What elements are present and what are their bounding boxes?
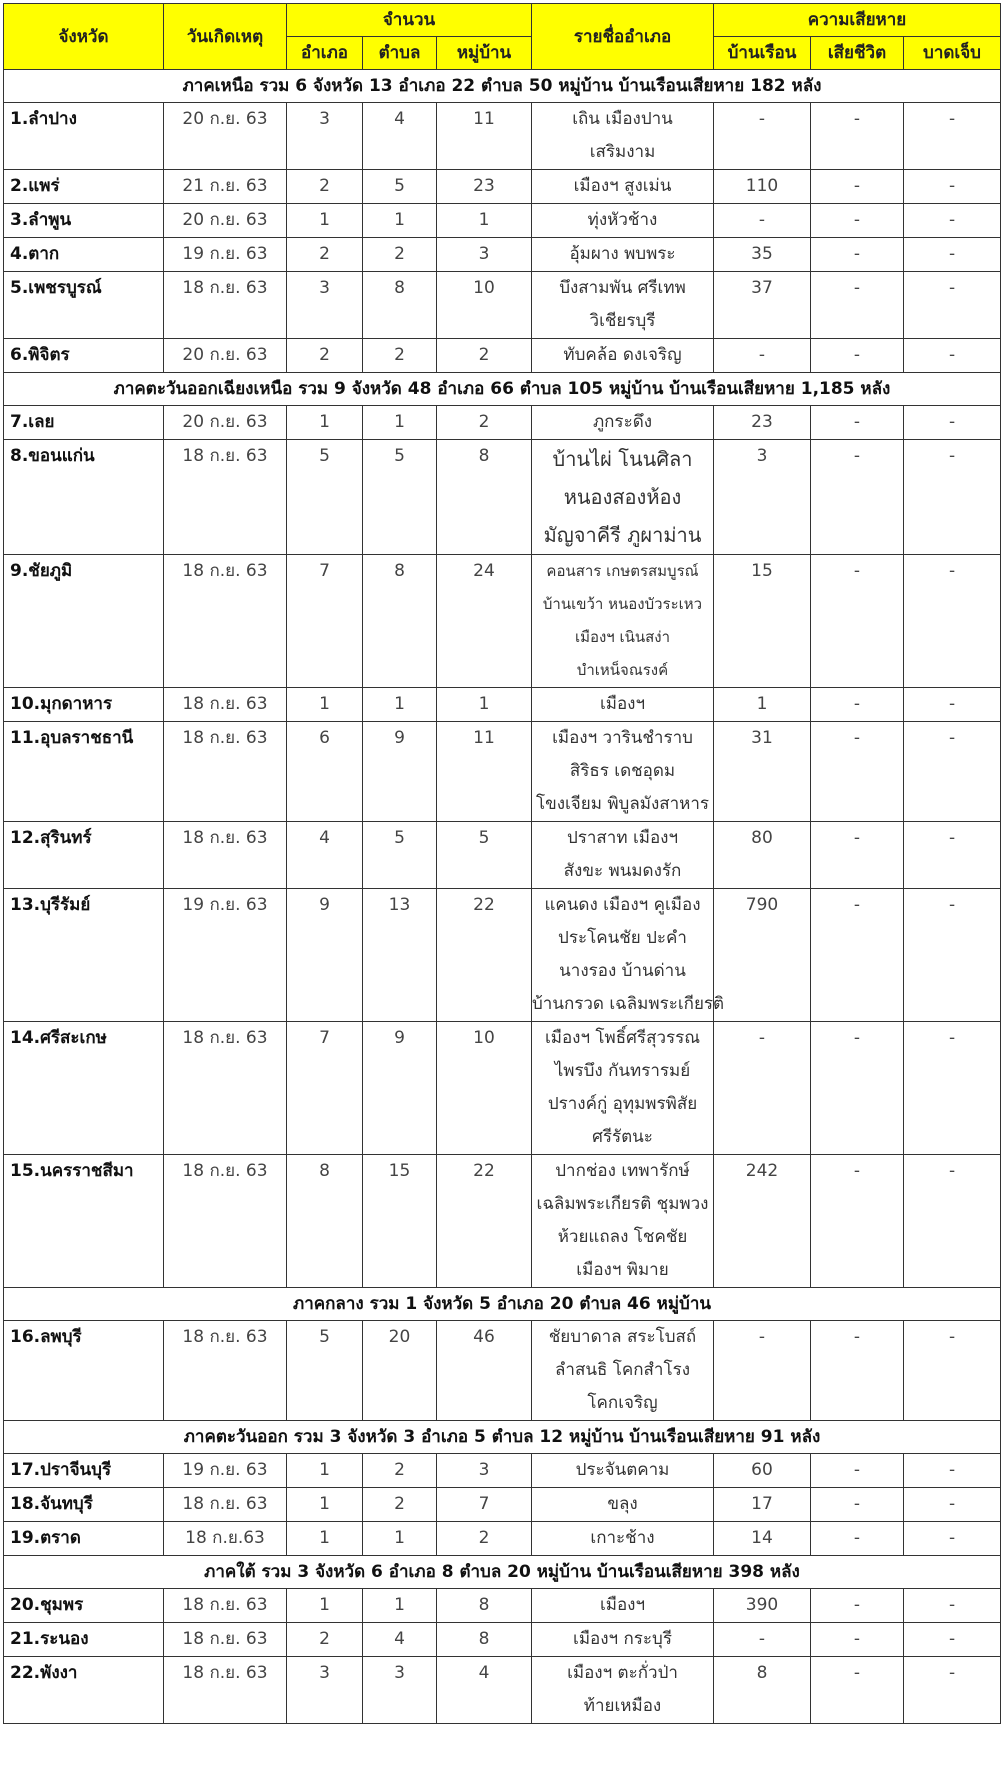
date-cell: 18 ก.ย. 63 (164, 272, 287, 339)
district-name-line: ขลุง (607, 1494, 638, 1514)
district-names-cell (532, 103, 714, 170)
injured-cell: - (904, 555, 1001, 688)
district-count-cell: 1 (287, 1589, 363, 1623)
flood-report-table (3, 3, 1001, 1724)
subdistrict-count-cell: 1 (363, 406, 437, 440)
houses-cell: 37 (714, 272, 811, 339)
district-name-line: เมืองฯ สูงเม่น (573, 176, 672, 196)
village-count-cell: 11 (437, 722, 532, 822)
subdistrict-count-cell: 15 (363, 1155, 437, 1288)
subdistrict-count-cell: 1 (363, 204, 437, 238)
table-row (4, 1623, 1001, 1657)
date-cell: 18 ก.ย. 63 (164, 1022, 287, 1155)
district-names-cell (532, 1321, 714, 1421)
deaths-cell: - (811, 555, 904, 688)
district-names-cell (532, 1522, 714, 1556)
village-count-cell: 8 (437, 1589, 532, 1623)
houses-cell: - (714, 339, 811, 373)
table-header (4, 4, 1001, 70)
date-cell: 18 ก.ย. 63 (164, 1623, 287, 1657)
deaths-cell: - (811, 1657, 904, 1724)
district-name-line: โขงเจียม พิบูลมังสาหาร (535, 794, 710, 814)
table-row (4, 1589, 1001, 1623)
table-row (4, 170, 1001, 204)
deaths-cell: - (811, 1623, 904, 1657)
header-damage: ความเสียหาย (714, 4, 1001, 37)
deaths-cell: - (811, 103, 904, 170)
district-count-cell: 2 (287, 1623, 363, 1657)
district-name-line: บ้านไผ่ โนนศิลา (552, 447, 693, 471)
region-row (4, 1556, 1001, 1589)
subdistrict-count-cell: 20 (363, 1321, 437, 1421)
injured-cell: - (904, 1022, 1001, 1155)
district-count-cell: 3 (287, 272, 363, 339)
district-count-cell: 1 (287, 1522, 363, 1556)
injured-cell: - (904, 103, 1001, 170)
district-name-line: มัญจาคีรี ภูผาม่าน (543, 523, 702, 547)
subdistrict-count-cell: 4 (363, 103, 437, 170)
district-names-cell (532, 440, 714, 555)
deaths-cell: - (811, 1589, 904, 1623)
province-cell: 18.จันทบุรี (4, 1488, 164, 1522)
header-date: วันเกิดเหตุ (164, 4, 287, 70)
date-cell: 20 ก.ย. 63 (164, 204, 287, 238)
injured-cell: - (904, 170, 1001, 204)
deaths-cell: - (811, 722, 904, 822)
deaths-cell: - (811, 238, 904, 272)
subdistrict-count-cell: 2 (363, 238, 437, 272)
district-name-line: คอนสาร เกษตรสมบูรณ์ (546, 562, 699, 580)
injured-cell: - (904, 406, 1001, 440)
province-cell: 10.มุกดาหาร (4, 688, 164, 722)
region-row (4, 373, 1001, 406)
table-row (4, 1454, 1001, 1488)
district-count-cell: 1 (287, 1454, 363, 1488)
district-names-cell (532, 204, 714, 238)
district-count-cell: 4 (287, 822, 363, 889)
region-row (4, 70, 1001, 103)
deaths-cell: - (811, 440, 904, 555)
header-district-names: รายชื่ออำเภอ (532, 4, 714, 70)
district-name-line: สังขะ พนมดงรัก (563, 861, 682, 881)
district-name-line: ทับคล้อ ดงเจริญ (563, 345, 682, 365)
injured-cell: - (904, 440, 1001, 555)
district-name-line: วิเชียรบุรี (589, 311, 656, 331)
injured-cell: - (904, 272, 1001, 339)
village-count-cell: 3 (437, 238, 532, 272)
header-injured: บาดเจ็บ (904, 37, 1001, 70)
district-name-line: บ้านกรวด เฉลิมพระเกียรติ (532, 994, 725, 1014)
district-names-cell (532, 406, 714, 440)
district-name-line: เมืองฯ (599, 694, 646, 714)
subdistrict-count-cell: 9 (363, 722, 437, 822)
injured-cell: - (904, 889, 1001, 1022)
deaths-cell: - (811, 272, 904, 339)
table-row (4, 722, 1001, 822)
village-count-cell: 1 (437, 204, 532, 238)
province-cell: 16.ลพบุรี (4, 1321, 164, 1421)
district-name-line: ประโคนชัย ปะคำ (558, 928, 687, 948)
date-cell: 18 ก.ย.63 (164, 1522, 287, 1556)
table-row (4, 103, 1001, 170)
village-count-cell: 2 (437, 406, 532, 440)
flood-report-table-container (3, 3, 1000, 1724)
date-cell: 18 ก.ย. 63 (164, 1589, 287, 1623)
houses-cell: 31 (714, 722, 811, 822)
district-names-cell (532, 238, 714, 272)
region-summary: ภาคตะวันออกเฉียงเหนือ รวม 9 จังหวัด 48 อำเภอ 66 ตำบล 105 หมู่บ้าน บ้านเรือนเสียหาย 1,185 หลัง (4, 373, 1001, 406)
header-subdistrict: ตำบล (363, 37, 437, 70)
district-names-cell (532, 1589, 714, 1623)
houses-cell: 242 (714, 1155, 811, 1288)
district-count-cell: 3 (287, 1657, 363, 1724)
village-count-cell: 8 (437, 1623, 532, 1657)
district-name-line: เมืองฯ เนินสง่า (574, 628, 671, 646)
village-count-cell: 5 (437, 822, 532, 889)
district-name-line: บำเหน็จณรงค์ (576, 661, 669, 679)
houses-cell: 3 (714, 440, 811, 555)
injured-cell: - (904, 204, 1001, 238)
header-deaths: เสียชีวิต (811, 37, 904, 70)
date-cell: 18 ก.ย. 63 (164, 822, 287, 889)
houses-cell: 35 (714, 238, 811, 272)
deaths-cell: - (811, 339, 904, 373)
province-cell: 7.เลย (4, 406, 164, 440)
subdistrict-count-cell: 1 (363, 1589, 437, 1623)
province-cell: 15.นครราชสีมา (4, 1155, 164, 1288)
houses-cell: 1 (714, 688, 811, 722)
district-name-line: เฉลิมพระเกียรติ ชุมพวง (536, 1194, 709, 1214)
subdistrict-count-cell: 13 (363, 889, 437, 1022)
district-name-line: เมืองฯ ตะกั่วป่า (567, 1663, 678, 1683)
region-summary: ภาคตะวันออก รวม 3 จังหวัด 3 อำเภอ 5 ตำบล 12 หมู่บ้าน บ้านเรือนเสียหาย 91 หลัง (4, 1421, 1001, 1454)
date-cell: 19 ก.ย. 63 (164, 238, 287, 272)
injured-cell: - (904, 339, 1001, 373)
village-count-cell: 2 (437, 339, 532, 373)
district-count-cell: 2 (287, 170, 363, 204)
injured-cell: - (904, 1488, 1001, 1522)
province-cell: 5.เพชรบูรณ์ (4, 272, 164, 339)
table-row (4, 1488, 1001, 1522)
district-name-line: โคกเจริญ (587, 1393, 658, 1413)
deaths-cell: - (811, 1155, 904, 1288)
injured-cell: - (904, 1454, 1001, 1488)
injured-cell: - (904, 1623, 1001, 1657)
village-count-cell: 22 (437, 889, 532, 1022)
subdistrict-count-cell: 8 (363, 272, 437, 339)
district-name-line: ประจันตคาม (575, 1460, 670, 1480)
table-row (4, 889, 1001, 1022)
district-names-cell (532, 1022, 714, 1155)
table-row (4, 1155, 1001, 1288)
district-name-line: บ้านเขว้า หนองบัวระเหว (542, 595, 703, 613)
district-names-cell (532, 1488, 714, 1522)
table-row (4, 1657, 1001, 1724)
deaths-cell: - (811, 1022, 904, 1155)
deaths-cell: - (811, 688, 904, 722)
injured-cell: - (904, 1155, 1001, 1288)
table-row (4, 339, 1001, 373)
subdistrict-count-cell: 1 (363, 688, 437, 722)
houses-cell: - (714, 1022, 811, 1155)
subdistrict-count-cell: 9 (363, 1022, 437, 1155)
district-names-cell (532, 1155, 714, 1288)
header-houses: บ้านเรือน (714, 37, 811, 70)
subdistrict-count-cell: 5 (363, 822, 437, 889)
header-count: จำนวน (287, 4, 532, 37)
village-count-cell: 8 (437, 440, 532, 555)
table-row (4, 555, 1001, 688)
district-name-line: ทุ่งหัวช้าง (587, 210, 658, 230)
district-name-line: ปรางค์กู่ อุทุมพรพิสัย (547, 1094, 698, 1114)
header-district: อำเภอ (287, 37, 363, 70)
district-count-cell: 2 (287, 339, 363, 373)
district-name-line: ภูกระดึง (592, 412, 653, 432)
district-name-line: เสริมงาม (589, 142, 656, 162)
injured-cell: - (904, 1589, 1001, 1623)
district-count-cell: 9 (287, 889, 363, 1022)
date-cell: 18 ก.ย. 63 (164, 1321, 287, 1421)
date-cell: 19 ก.ย. 63 (164, 889, 287, 1022)
subdistrict-count-cell: 1 (363, 1522, 437, 1556)
date-cell: 18 ก.ย. 63 (164, 440, 287, 555)
village-count-cell: 1 (437, 688, 532, 722)
district-name-line: เมืองฯ กระบุรี (573, 1629, 672, 1649)
district-count-cell: 5 (287, 1321, 363, 1421)
province-cell: 17.ปราจีนบุรี (4, 1454, 164, 1488)
district-names-cell (532, 1623, 714, 1657)
table-row (4, 688, 1001, 722)
date-cell: 18 ก.ย. 63 (164, 555, 287, 688)
district-name-line: ปราสาท เมืองฯ (566, 828, 679, 848)
houses-cell: 14 (714, 1522, 811, 1556)
deaths-cell: - (811, 889, 904, 1022)
province-cell: 14.ศรีสะเกษ (4, 1022, 164, 1155)
houses-cell: 15 (714, 555, 811, 688)
injured-cell: - (904, 822, 1001, 889)
village-count-cell: 10 (437, 272, 532, 339)
district-count-cell: 2 (287, 238, 363, 272)
injured-cell: - (904, 722, 1001, 822)
region-summary: ภาคกลาง รวม 1 จังหวัด 5 อำเภอ 20 ตำบล 46 หมู่บ้าน (4, 1288, 1001, 1321)
district-name-line: อุ้มผาง พบพระ (569, 244, 676, 264)
deaths-cell: - (811, 406, 904, 440)
district-names-cell (532, 688, 714, 722)
subdistrict-count-cell: 4 (363, 1623, 437, 1657)
houses-cell: 110 (714, 170, 811, 204)
region-row (4, 1288, 1001, 1321)
district-names-cell (532, 722, 714, 822)
province-cell: 11.อุบลราชธานี (4, 722, 164, 822)
table-row (4, 238, 1001, 272)
houses-cell: 23 (714, 406, 811, 440)
table-row (4, 1321, 1001, 1421)
village-count-cell: 23 (437, 170, 532, 204)
province-cell: 9.ชัยภูมิ (4, 555, 164, 688)
district-name-line: สิริธร เดชอุดม (569, 761, 676, 781)
district-count-cell: 7 (287, 1022, 363, 1155)
injured-cell: - (904, 1321, 1001, 1421)
district-name-line: เมืองฯ โพธิ์ศรีสุวรรณ (544, 1028, 701, 1048)
district-name-line: ศรีรัตนะ (592, 1127, 653, 1147)
district-name-line: เมืองฯ พิมาย (576, 1260, 669, 1280)
province-cell: 19.ตราด (4, 1522, 164, 1556)
province-cell: 8.ขอนแก่น (4, 440, 164, 555)
date-cell: 18 ก.ย. 63 (164, 1488, 287, 1522)
date-cell: 19 ก.ย. 63 (164, 1454, 287, 1488)
district-names-cell (532, 889, 725, 1022)
deaths-cell: - (811, 1488, 904, 1522)
deaths-cell: - (811, 1321, 904, 1421)
date-cell: 18 ก.ย. 63 (164, 1657, 287, 1724)
deaths-cell: - (811, 1522, 904, 1556)
table-row (4, 1022, 1001, 1155)
subdistrict-count-cell: 3 (363, 1657, 437, 1724)
district-name-line: ห้วยแถลง โชคชัย (557, 1227, 688, 1247)
houses-cell: 8 (714, 1657, 811, 1724)
district-name-line: ลำสนธิ โคกสำโรง (554, 1360, 691, 1380)
table-row (4, 822, 1001, 889)
province-cell: 20.ชุมพร (4, 1589, 164, 1623)
table-row (4, 440, 1001, 555)
table-body (4, 70, 1001, 1724)
deaths-cell: - (811, 170, 904, 204)
district-count-cell: 1 (287, 1488, 363, 1522)
district-name-line: เมืองฯ วารินชำราบ (552, 728, 693, 748)
village-count-cell: 11 (437, 103, 532, 170)
houses-cell: - (714, 204, 811, 238)
houses-cell: 60 (714, 1454, 811, 1488)
table-row (4, 406, 1001, 440)
houses-cell: - (714, 103, 811, 170)
subdistrict-count-cell: 2 (363, 1454, 437, 1488)
subdistrict-count-cell: 2 (363, 339, 437, 373)
district-name-line: ชัยบาดาล สระโบสถ์ (548, 1327, 697, 1347)
district-count-cell: 7 (287, 555, 363, 688)
district-name-line: ท้ายเหมือง (583, 1696, 662, 1716)
district-name-line: เมืองฯ (599, 1595, 646, 1615)
province-cell: 4.ตาก (4, 238, 164, 272)
district-count-cell: 5 (287, 440, 363, 555)
houses-cell: 17 (714, 1488, 811, 1522)
village-count-cell: 10 (437, 1022, 532, 1155)
village-count-cell: 24 (437, 555, 532, 688)
injured-cell: - (904, 1657, 1001, 1724)
header-province: จังหวัด (4, 4, 164, 70)
deaths-cell: - (811, 822, 904, 889)
district-name-line: ไพรบึง กันทรารมย์ (554, 1061, 691, 1081)
date-cell: 18 ก.ย. 63 (164, 688, 287, 722)
subdistrict-count-cell: 8 (363, 555, 437, 688)
district-name-line: เกาะช้าง (590, 1528, 655, 1548)
district-count-cell: 1 (287, 406, 363, 440)
houses-cell: 790 (714, 889, 811, 1022)
district-count-cell: 8 (287, 1155, 363, 1288)
village-count-cell: 46 (437, 1321, 532, 1421)
district-names-cell (532, 1657, 714, 1724)
province-cell: 12.สุรินทร์ (4, 822, 164, 889)
province-cell: 21.ระนอง (4, 1623, 164, 1657)
subdistrict-count-cell: 5 (363, 440, 437, 555)
village-count-cell: 4 (437, 1657, 532, 1724)
district-count-cell: 1 (287, 688, 363, 722)
district-name-line: ปากช่อง เทพารักษ์ (555, 1161, 690, 1181)
province-cell: 2.แพร่ (4, 170, 164, 204)
district-count-cell: 3 (287, 103, 363, 170)
district-count-cell: 1 (287, 204, 363, 238)
date-cell: 20 ก.ย. 63 (164, 406, 287, 440)
header-village: หมู่บ้าน (437, 37, 532, 70)
province-cell: 1.ลำปาง (4, 103, 164, 170)
table-row (4, 204, 1001, 238)
injured-cell: - (904, 238, 1001, 272)
district-count-cell: 6 (287, 722, 363, 822)
district-name-line: แคนดง เมืองฯ คูเมือง (544, 895, 701, 915)
table-row (4, 1522, 1001, 1556)
district-name-line: เถิน เมืองปาน (572, 109, 673, 129)
district-names-cell (532, 339, 714, 373)
province-cell: 6.พิจิตร (4, 339, 164, 373)
village-count-cell: 3 (437, 1454, 532, 1488)
district-names-cell (532, 170, 714, 204)
province-cell: 13.บุรีรัมย์ (4, 889, 164, 1022)
deaths-cell: - (811, 1454, 904, 1488)
district-names-cell (532, 822, 714, 889)
date-cell: 18 ก.ย. 63 (164, 722, 287, 822)
table-row (4, 272, 1001, 339)
houses-cell: - (714, 1321, 811, 1421)
date-cell: 20 ก.ย. 63 (164, 103, 287, 170)
houses-cell: 390 (714, 1589, 811, 1623)
injured-cell: - (904, 1522, 1001, 1556)
district-names-cell (532, 272, 714, 339)
district-name-line: บึงสามพัน ศรีเทพ (559, 278, 686, 298)
village-count-cell: 7 (437, 1488, 532, 1522)
village-count-cell: 22 (437, 1155, 532, 1288)
subdistrict-count-cell: 5 (363, 170, 437, 204)
village-count-cell: 2 (437, 1522, 532, 1556)
houses-cell: - (714, 1623, 811, 1657)
district-name-line: หนองสองห้อง (563, 485, 682, 509)
region-summary: ภาคใต้ รวม 3 จังหวัด 6 อำเภอ 8 ตำบล 20 หมู่บ้าน บ้านเรือนเสียหาย 398 หลัง (4, 1556, 1001, 1589)
district-names-cell (532, 1454, 714, 1488)
injured-cell: - (904, 688, 1001, 722)
deaths-cell: - (811, 204, 904, 238)
region-summary: ภาคเหนือ รวม 6 จังหวัด 13 อำเภอ 22 ตำบล 50 หมู่บ้าน บ้านเรือนเสียหาย 182 หลัง (4, 70, 1001, 103)
province-cell: 3.ลำพูน (4, 204, 164, 238)
date-cell: 18 ก.ย. 63 (164, 1155, 287, 1288)
district-name-line: นางรอง บ้านด่าน (559, 961, 686, 981)
date-cell: 20 ก.ย. 63 (164, 339, 287, 373)
subdistrict-count-cell: 2 (363, 1488, 437, 1522)
province-cell: 22.พังงา (4, 1657, 164, 1724)
houses-cell: 80 (714, 822, 811, 889)
region-row (4, 1421, 1001, 1454)
date-cell: 21 ก.ย. 63 (164, 170, 287, 204)
district-names-cell (532, 555, 714, 688)
